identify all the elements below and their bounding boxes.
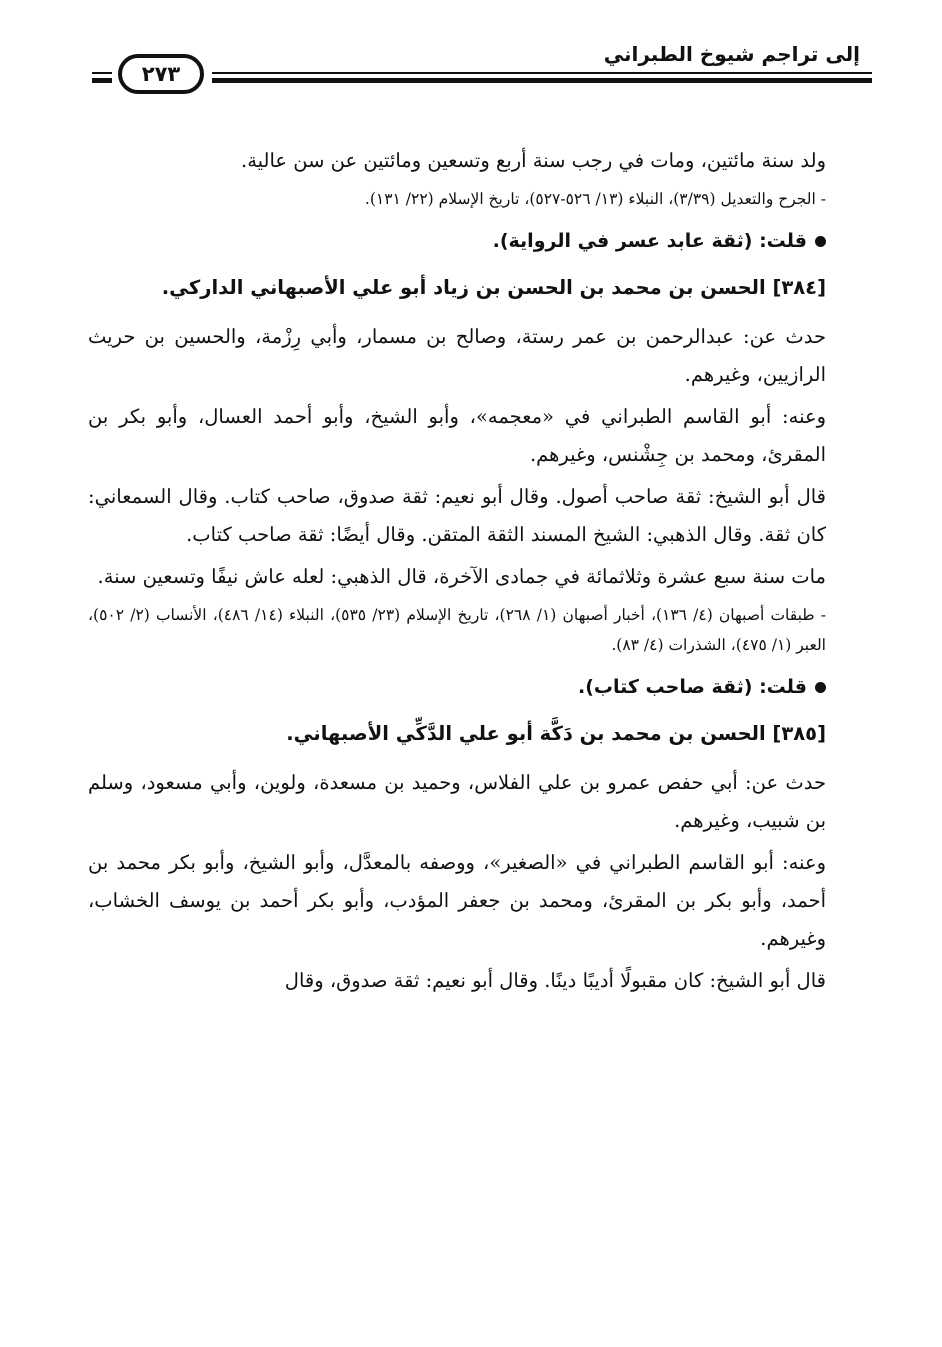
page-header [92, 42, 872, 102]
verdict-text: قلت: (ثقة صاحب كتاب). [577, 676, 807, 698]
page-body [88, 142, 826, 1004]
entry-title: [٣٨٤] الحسن بن محمد بن الحسن بن زياد أبو علي الأصبهاني الداركي. [161, 276, 826, 299]
paragraph: مات سنة سبع عشرة وثلاثمائة في جمادى الآخرة، قال الذهبي: لعله عاش نيفًا وتسعين سنة. [97, 565, 826, 588]
source-references: - الجرح والتعديل (٣/٣٩)، النبلاء (١٣/ ٥٢٦-٥٢٧)، تاريخ الإسلام (٢٢/ ١٣١). [364, 190, 826, 208]
paragraph: قال أبو الشيخ: كان مقبولًا أديبًا دينًا. وقال أبو نعيم: ثقة صدوق، وقال [284, 969, 826, 992]
header-rule-thick [212, 78, 872, 83]
verdict-line [88, 222, 826, 260]
paragraph: حدث عن: أبي حفص عمرو بن علي الفلاس، وحميد بن مسعدة، ولوين، وأبي مسعود، وسلم بن شبيب، وغيرهم. [88, 771, 826, 832]
entry-title: [٣٨٥] الحسن بن محمد بن دَكَّة أبو علي الدَّكِّي الأصبهاني. [286, 722, 826, 745]
header-rule [212, 72, 872, 74]
running-title: إلى تراجم شيوخ الطبراني [603, 42, 860, 66]
verdict-line [88, 668, 826, 706]
header-rule-left-thick [92, 78, 112, 83]
paragraph: ولد سنة مائتين، ومات في رجب سنة أربع وتسعين ومائتين عن سن عالية. [241, 149, 826, 172]
bullet-icon [815, 682, 826, 693]
paragraph: وعنه: أبو القاسم الطبراني في «الصغير»، ووصفه بالمعدَّل، وأبو الشيخ، وأبو بكر محمد بن أحمد، وأبو بكر بن المقرئ، ومحمد بن جعفر المؤدب، وأبو بكر أحمد بن يوسف الخشاب، وغيرهم. [88, 851, 826, 950]
paragraph: وعنه: أبو القاسم الطبراني في «معجمه»، وأبو الشيخ، وأبو أحمد العسال، وأبو بكر بن المقرئ، ومحمد بن جِشْنس، وغيرهم. [88, 405, 826, 466]
source-references: - طبقات أصبهان (٤/ ١٣٦)، أخبار أصبهان (١/ ٢٦٨)، تاريخ الإسلام (٢٣/ ٥٣٥)، النبلاء (١٤/ ٤٨٦)، الأنساب (٢/ ٥٠٢)، العبر (١/ ٤٧٥)، الشذرات (٤/ ٨٣). [88, 606, 827, 654]
paragraph: قال أبو الشيخ: ثقة صاحب أصول. وقال أبو نعيم: ثقة صدوق، صاحب كتاب. وقال السمعاني: كان ثقة. وقال الذهبي: الشيخ المسند الثقة المتقن. وقال أيضًا: ثقة صاحب كتاب. [88, 485, 826, 546]
header-rule-left [92, 72, 112, 74]
page-number: ٢٧٣ [118, 54, 204, 94]
verdict-text: قلت: (ثقة عابد عسر في الرواية). [492, 230, 807, 252]
bullet-icon [815, 236, 826, 247]
paragraph: حدث عن: عبدالرحمن بن عمر رستة، وصالح بن مسمار، وأبي رِزْمة، والحسين بن حريث الرازيين، وغيرهم. [88, 325, 826, 386]
